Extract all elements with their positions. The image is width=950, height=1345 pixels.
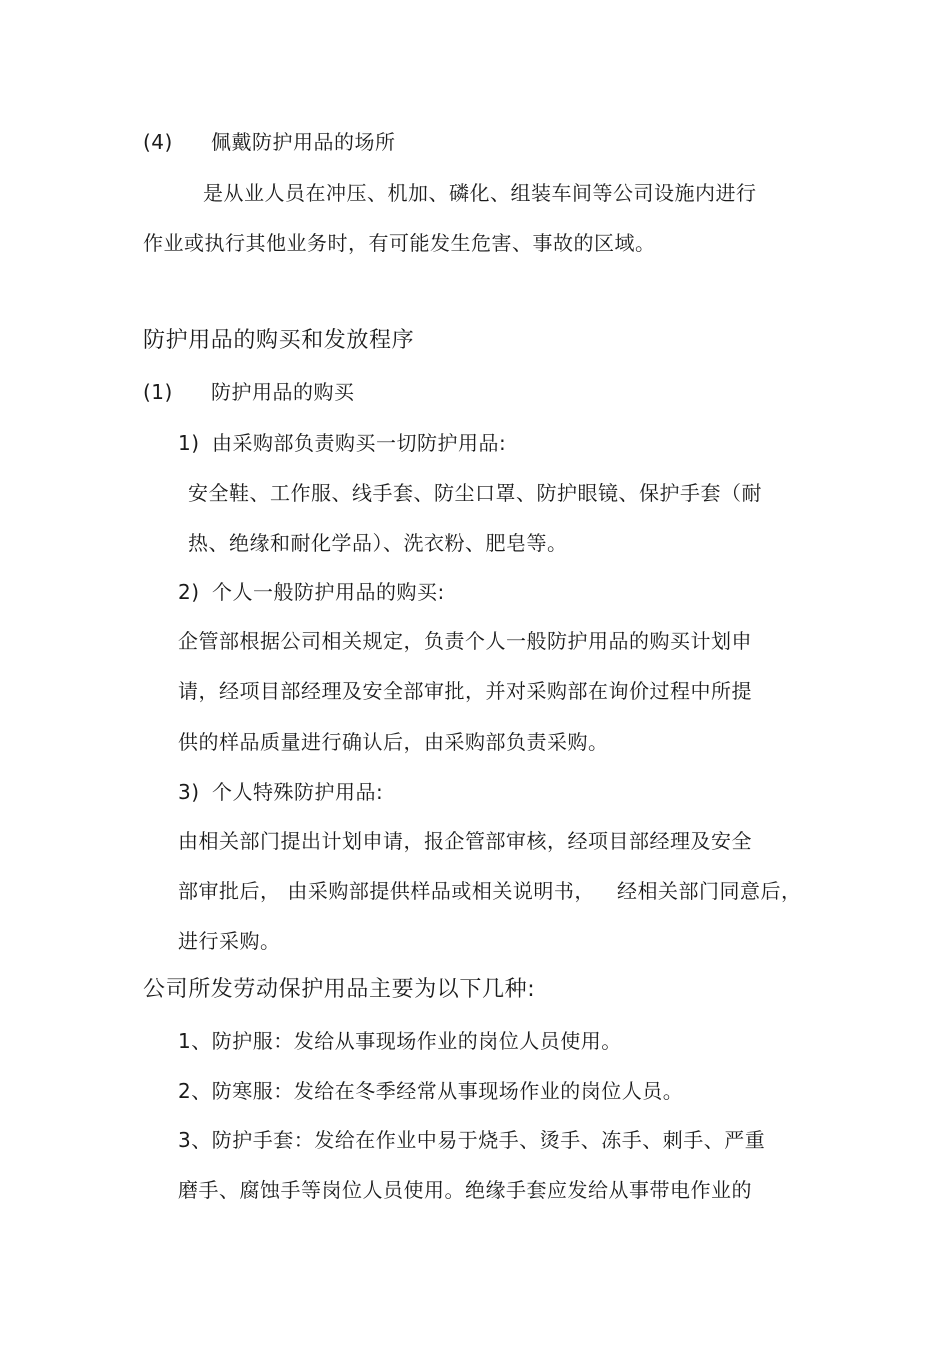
issued-item-1: 1、防护服：发给从事现场作业的岗位人员使用。 — [178, 1029, 622, 1053]
issued-items-heading: 公司所发劳动保护用品主要为以下几种: — [143, 977, 536, 1002]
subsection-1-number: (1) — [143, 380, 173, 404]
item-2-line-3: 供的样品质量进行确认后，由采购部负责采购。 — [178, 730, 609, 754]
item-3-line-3: 进行采购。 — [178, 929, 281, 953]
item-3-line-1: 由相关部门提出计划申请，报企管部审核，经项目部经理及安全 — [178, 829, 752, 853]
item-1-number: 1) — [178, 431, 200, 455]
section-4-title: 佩戴防护用品的场所 — [211, 130, 396, 154]
section-4-number: (4) — [143, 130, 173, 154]
section-4-heading — [143, 129, 396, 155]
item-3-title — [178, 779, 383, 805]
item-1-title-text: 由采购部负责购买一切防护用品: — [212, 431, 507, 455]
item-3-number: 3) — [178, 780, 200, 804]
issued-item-2: 2、防寒服：发给在冬季经常从事现场作业的岗位人员。 — [178, 1079, 684, 1103]
item-3-title-text: 个人特殊防护用品: — [212, 780, 384, 804]
section-4-paragraph-line-2: 作业或执行其他业务时，有可能发生危害、事故的区域。 — [143, 231, 656, 255]
item-2-title — [178, 579, 445, 605]
procurement-heading: 防护用品的购买和发放程序 — [143, 328, 415, 353]
item-2-line-1: 企管部根据公司相关规定，负责个人一般防护用品的购买计划申 — [178, 629, 752, 653]
issued-item-3-line-2: 磨手、腐蚀手等岗位人员使用。绝缘手套应发给从事带电作业的 — [178, 1178, 752, 1202]
section-4-paragraph-line-1: 是从业人员在冲压、机加、磷化、组装车间等公司设施内进行 — [203, 181, 757, 205]
item-2-title-text: 个人一般防护用品的购买: — [212, 580, 445, 604]
subsection-1-title: 防护用品的购买 — [211, 380, 355, 404]
item-1-title — [178, 430, 506, 456]
item-1-line-2: 热、绝缘和耐化学品）、洗衣粉、肥皂等。 — [188, 531, 568, 555]
item-3-line-2b: 经相关部门同意后， — [617, 879, 802, 903]
issued-item-3: 3、防护手套：发给在作业中易于烧手、烫手、冻手、刺手、严重 — [178, 1128, 766, 1152]
item-3-line-2a: 部审批后， 由采购部提供样品或相关说明书， — [178, 879, 595, 903]
item-2-number: 2) — [178, 580, 200, 604]
item-2-line-2: 请，经项目部经理及安全部审批，并对采购部在询价过程中所提 — [178, 679, 752, 703]
item-1-line-1: 安全鞋、工作服、线手套、防尘口罩、防护眼镜、保护手套（耐 — [188, 481, 762, 505]
procurement-subsection-1 — [143, 379, 355, 405]
